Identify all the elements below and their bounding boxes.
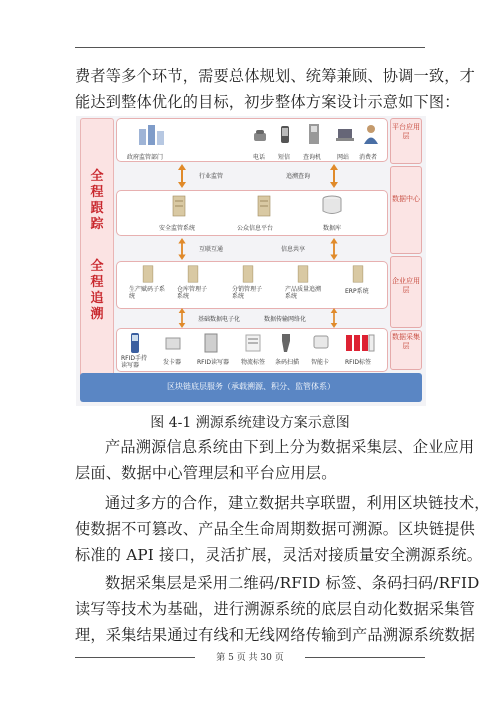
rfid-reader-label: RFID读写器	[197, 359, 230, 366]
left-title-char: 全	[90, 259, 104, 274]
double-arrow-icon	[330, 308, 338, 328]
data-center-layer	[116, 190, 388, 236]
mobile-phone-icon	[279, 125, 291, 145]
public-platform-label: 公众信息平台	[237, 225, 274, 232]
database-label: 数据库	[323, 225, 342, 232]
server-icon	[352, 265, 364, 283]
arrow-label: 基础数据电子化	[198, 316, 241, 323]
double-arrow-icon	[178, 164, 186, 188]
logistics-label-label: 物流标签	[241, 359, 266, 366]
telephone-icon	[252, 127, 268, 143]
rfid-reader-icon	[203, 333, 219, 353]
warehouse-label: 仓库管理子系统	[177, 286, 208, 300]
left-title-char: 全	[90, 169, 104, 184]
double-arrow-icon	[330, 238, 338, 260]
arrow-label: 追溯查询	[286, 173, 311, 180]
laptop-icon	[335, 127, 355, 143]
phone-label: 电话	[253, 154, 266, 161]
data-collection-layer	[116, 328, 388, 372]
barcode-scanner-icon	[279, 333, 293, 353]
left-title-bar	[80, 118, 114, 390]
left-title-char: 踪	[90, 217, 104, 232]
smart-card-label: 智能卡	[311, 359, 330, 366]
left-title-char: 溯	[90, 307, 104, 322]
kiosk-icon	[307, 123, 321, 145]
text-line: 产品溯源信息系统由下到上分为数据采集层、企业应用	[105, 438, 475, 456]
text-line: 费者等多个环节，需要总体规划、统筹兼顾、协调一致，才	[75, 67, 476, 85]
figure-caption: 图 4-1 溯源系统建设方案示意图	[150, 415, 350, 431]
platform-layer	[116, 118, 388, 162]
double-arrow-icon	[178, 308, 186, 328]
barcode-scan-label: 条码扫描	[275, 359, 300, 366]
kiosk-label: 查询机	[303, 154, 322, 161]
consumer-label: 消费者	[359, 154, 378, 161]
arrow-label: 数据传输网络化	[264, 316, 307, 323]
left-title-char: 跟	[90, 201, 104, 216]
page-footer: 第 5 页 共 30 页	[216, 653, 284, 663]
blockchain-service-bar: 区块链底层服务（承载溯源、积分、监管体系）	[80, 373, 422, 402]
platform-layer-tag: 平台应用层	[390, 118, 422, 164]
left-title-char: 程	[90, 275, 104, 290]
arrow-label: 行业监管	[199, 173, 224, 180]
text-line: 标准的 API 接口，灵活扩展，灵活对接质量安全溯源系统。	[75, 546, 483, 564]
server-icon	[187, 265, 199, 283]
traceability-diagram	[76, 116, 426, 406]
rfid-tag-label: RFID标签	[345, 359, 372, 366]
enterprise-layer	[116, 261, 388, 309]
safety-system-label: 安全监管系统	[159, 225, 196, 232]
server-icon	[242, 265, 254, 283]
data-collection-tag: 数据采集层	[390, 330, 422, 370]
card-issuer-icon	[165, 335, 181, 351]
erp-label: ERP系统	[345, 288, 369, 295]
database-icon	[321, 195, 343, 215]
quality-trace-label: 产品质量追溯系统	[285, 286, 322, 300]
production-coding-label: 生产赋码子系统	[129, 286, 166, 300]
double-arrow-icon	[330, 164, 338, 188]
government-buildings-icon	[137, 123, 167, 147]
gov-label: 政府监管部门	[127, 154, 164, 161]
text-line: 通过多方的合作，建立数据共享联盟，利用区块链技术，	[105, 494, 490, 512]
text-line: 层面、数据中心管理层和平台应用层。	[75, 464, 337, 482]
top-rule	[75, 47, 425, 48]
logistics-label-icon	[245, 334, 261, 352]
server-icon	[142, 265, 154, 283]
text-line: 理，采集结果通过有线和无线网络传输到产品溯源系统数据	[75, 626, 476, 644]
server-icon	[257, 195, 271, 217]
website-label: 网站	[337, 154, 350, 161]
smart-card-icon	[313, 335, 329, 349]
distribution-label: 分销管理子系统	[232, 286, 263, 300]
enterprise-layer-tag: 企业应用层	[390, 256, 422, 328]
consumer-icon	[362, 123, 380, 145]
rfid-tag-icon	[345, 333, 375, 353]
server-icon	[297, 265, 309, 283]
arrow-label: 互联互通	[199, 246, 224, 253]
text-line: 读写等技术为基础，进行溯源系统的底层自动化数据采集管	[75, 600, 476, 618]
sms-label: 短信	[278, 154, 291, 161]
server-icon	[172, 195, 186, 217]
card-issuer-label: 发卡器	[163, 359, 182, 366]
handheld-reader-icon	[129, 332, 141, 354]
double-arrow-icon	[178, 238, 186, 260]
left-title-char: 追	[90, 291, 104, 306]
text-line: 使数据不可篡改、产品全生命周期数据可溯源。区块链提供	[75, 520, 476, 538]
text-line: 数据采集层是采用二维码/RFID 标签、条码扫码/RFID	[105, 574, 480, 592]
text-line: 能达到整体优化的目标，初步整体方案设计示意如下图：	[75, 93, 460, 111]
arrow-label: 信息共享	[281, 246, 306, 253]
handheld-reader-label: RFID手持读写器	[121, 355, 148, 369]
data-center-tag: 数据中心	[390, 166, 422, 254]
left-title-char: 程	[90, 185, 104, 200]
